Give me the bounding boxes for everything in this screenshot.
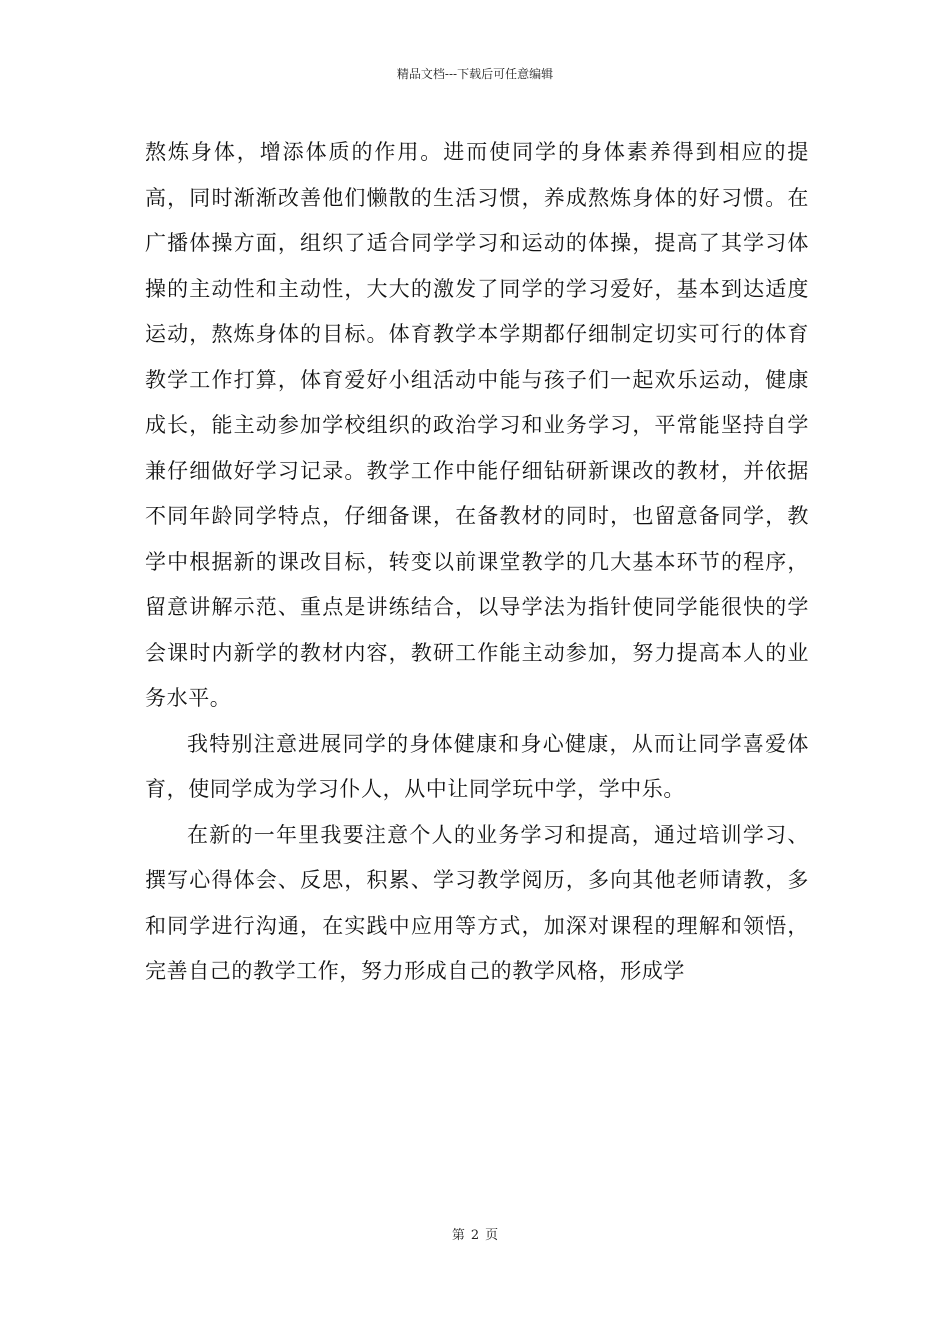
page-header: 精品文档---下载后可任意编辑 xyxy=(396,67,554,81)
page-footer xyxy=(0,1227,950,1245)
page-number-prefix: 第 xyxy=(451,1228,465,1243)
paragraph-3: 在新的一年里我要注意个人的业务学习和提高，通过培训学习、撰写心得体会、反思，积累、学习教学阅历，多向其他老师请教，多和同学进行沟通，在实践中应用等方式，加深对课程的理解和领悟，完善自己的教学工作，努力形成自己的教学风格，形成学 xyxy=(145,822,809,983)
page-number: 2 xyxy=(470,1228,480,1243)
page-number-suffix: 页 xyxy=(485,1228,499,1243)
paragraph-2: 我特别注意进展同学的身体健康和身心健康，从而让同学喜爱体育，使同学成为学习仆人，从中让同学玩中学，学中乐。 xyxy=(145,731,809,801)
paragraph-1: 熬炼身体，增添体质的作用。进而使同学的身体素养得到相应的提高，同时渐渐改善他们懒散的生活习惯，养成熬炼身体的好习惯。在广播体操方面，组织了适合同学学习和运动的体操，提高了其学习体操的主动性和主动性，大大的激发了同学的学习爱好，基本到达适度运动，熬炼身体的目标。体育教学本学期都仔细制定切实可行的体育教学工作打算，体育爱好小组活动中能与孩子们一起欢乐运动，健康成长，能主动参加学校组织的政治学习和业务学习，平常能坚持自学兼仔细做好学习记录。教学工作中能仔细钻研新课改的教材，并依据不同年龄同学特点，仔细备课，在备教材的同时，也留意备同学，教学中根据新的课改目标，转变以前课堂教学的几大基本环节的程序，留意讲解示范、重点是讲练结合，以导学法为指针使同学能很快的学会课时内新学的教材内容，教研工作能主动参加，努力提高本人的业务水平。 xyxy=(145,140,809,710)
document-body xyxy=(145,130,809,995)
